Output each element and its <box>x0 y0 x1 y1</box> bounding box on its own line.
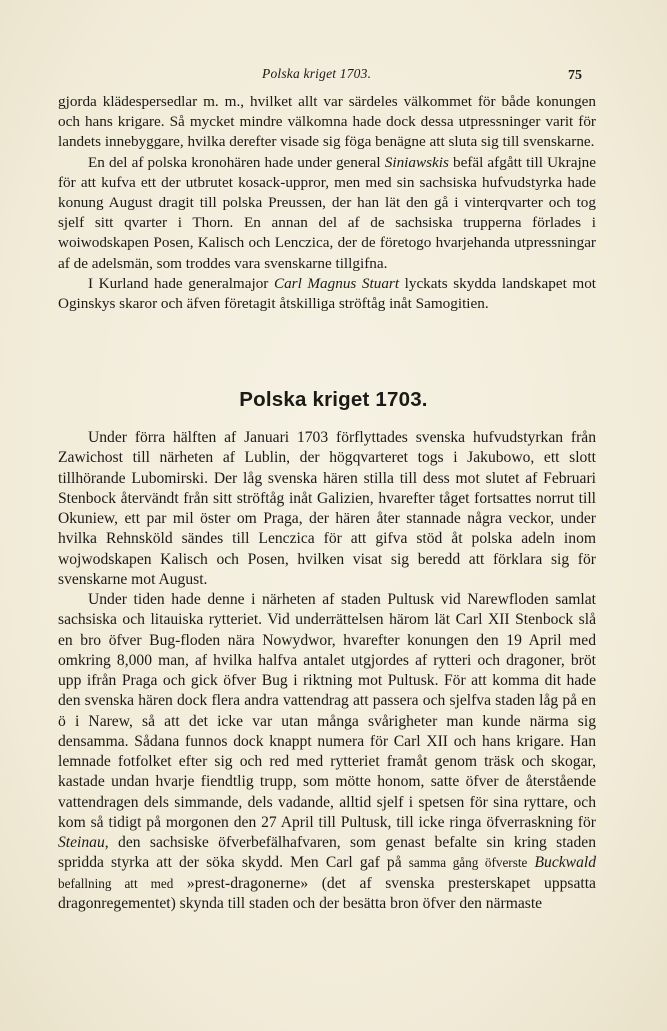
paragraph <box>58 590 596 914</box>
person-name: Carl Magnus Stuart <box>273 274 400 292</box>
text-run-small: samma gång öfverste <box>408 855 528 871</box>
text-run: En del af polska kronohären hade under general <box>88 153 385 171</box>
paragraph: gjorda klädespersedlar m. m., hvilket allt var särdeles välkommet för både konungen och hans krigare. Så mycket mindre välkomna hade dock dessa utpressninger varit för landets innebyggare, hvilka derefter visade sig föga benägne att sluta sig till svenskarne. <box>58 93 596 151</box>
section-text <box>58 428 596 914</box>
person-name: Siniawskis <box>384 153 449 171</box>
text-run: »prest-dragonerne» (det af svenska presterskapet uppsatta dragonregementet) skynda till staden och der besätta bron öfver den närmaste <box>58 874 596 912</box>
running-header <box>0 66 667 88</box>
text-run: , den sachsiske öfverbefälhafvaren, som genast befalte sin kring staden spridda styrka att der söka skydd. Men Carl gaf på <box>58 834 596 872</box>
paragraph <box>58 153 596 274</box>
person-name: Buckwald <box>534 854 597 872</box>
page-number: 75 <box>568 68 582 83</box>
section-heading: Polska kriget 1703. <box>239 388 428 411</box>
text-run: Under tiden hade denne i närheten af staden Pultusk vid Narewfloden samlat sachsiska och litauiska rytteriet. Vid underrättelsen härom lät Carl XII Stenbock slå en bro öfver Bug-floden nära Nowydwor, hvarefter konungen den 19 April med omkring 8,000 man, af hvilka halfva antalet utgjordes af rytteri och dragoner, bröt upp ifrån Praga och gick öfver Bug i riktning mot Pultusk. För att komma dit hade den svenska hären dock flera andra vattendrag att passera och sjelfva staden låg på en ö i Narew, så att det icke var utan många svårigheter man kunde närma sig densamma. Sådana funnos dock knappt numera för Carl XII och hans krigare. Han lemnade fotfolket efter sig och red med rytteriet framåt genom träsk och skogar, kastade undan hvarje fiendtlig trupp, som mötte honom, satte öfver de återstående vattendragen dels simmande, dels vadande, alltid sjelf i spetsen för sina ryttare, och kom så tidigt på morgonen den 27 April till Pultusk, till icke ringa öfverraskning för <box>58 591 596 831</box>
paragraph <box>58 274 596 314</box>
paragraph: Under förra hälften af Januari 1703 förflyttades svenska hufvudstyrkan från Zawichost till närheten af Lublin, der högqvarteret togs i Jakubowo, ett slott tillhörande Lubomirski. Der låg svenska hären stilla till dess mot slutet af Februari Stenbock återvändt från sitt ströftåg inåt Galizien, hvarefter tåget fortsattes norrut till Okuniew, ett par mil öster om Praga, der hären åter stannade några veckor, under hvilka Rehnsköld sändes till Lenczica för att gifva stöd åt polska adeln inom wojwodskapen Kalisch och Posen, hvilken visat sig beredd att förklara sig för svenskarne mot August. <box>58 429 596 588</box>
text-run: befäl afgått till Ukrajne för att kufva ett der utbrutet kosack-uppror, men med sin sachsiska hufvudstyrka hade konung August dragit till polska Preussen, der han lät den gå i vinterqvarter och tog sjelf sitt qvarter i Thorn. En annan del af de sachsiska trupperna förlades i woiwodskapen Posen, Kalisch och Lenczica, der de företogo hvarjehanda utpressningar af de adelsmän, som troddes vara svenskarne tillgifna. <box>58 153 596 272</box>
text-run: lyckats skydda landskapet mot Oginskys skaror och äfven företagit åtskilliga ströftåg inåt Samogitien. <box>58 274 597 313</box>
text-run: I Kurland hade generalmajor <box>88 274 274 292</box>
person-name: Steinau <box>58 834 105 851</box>
text-run-small: befallning att med <box>58 875 174 891</box>
running-title: Polska kriget 1703. <box>262 66 372 81</box>
continued-text <box>58 92 596 314</box>
